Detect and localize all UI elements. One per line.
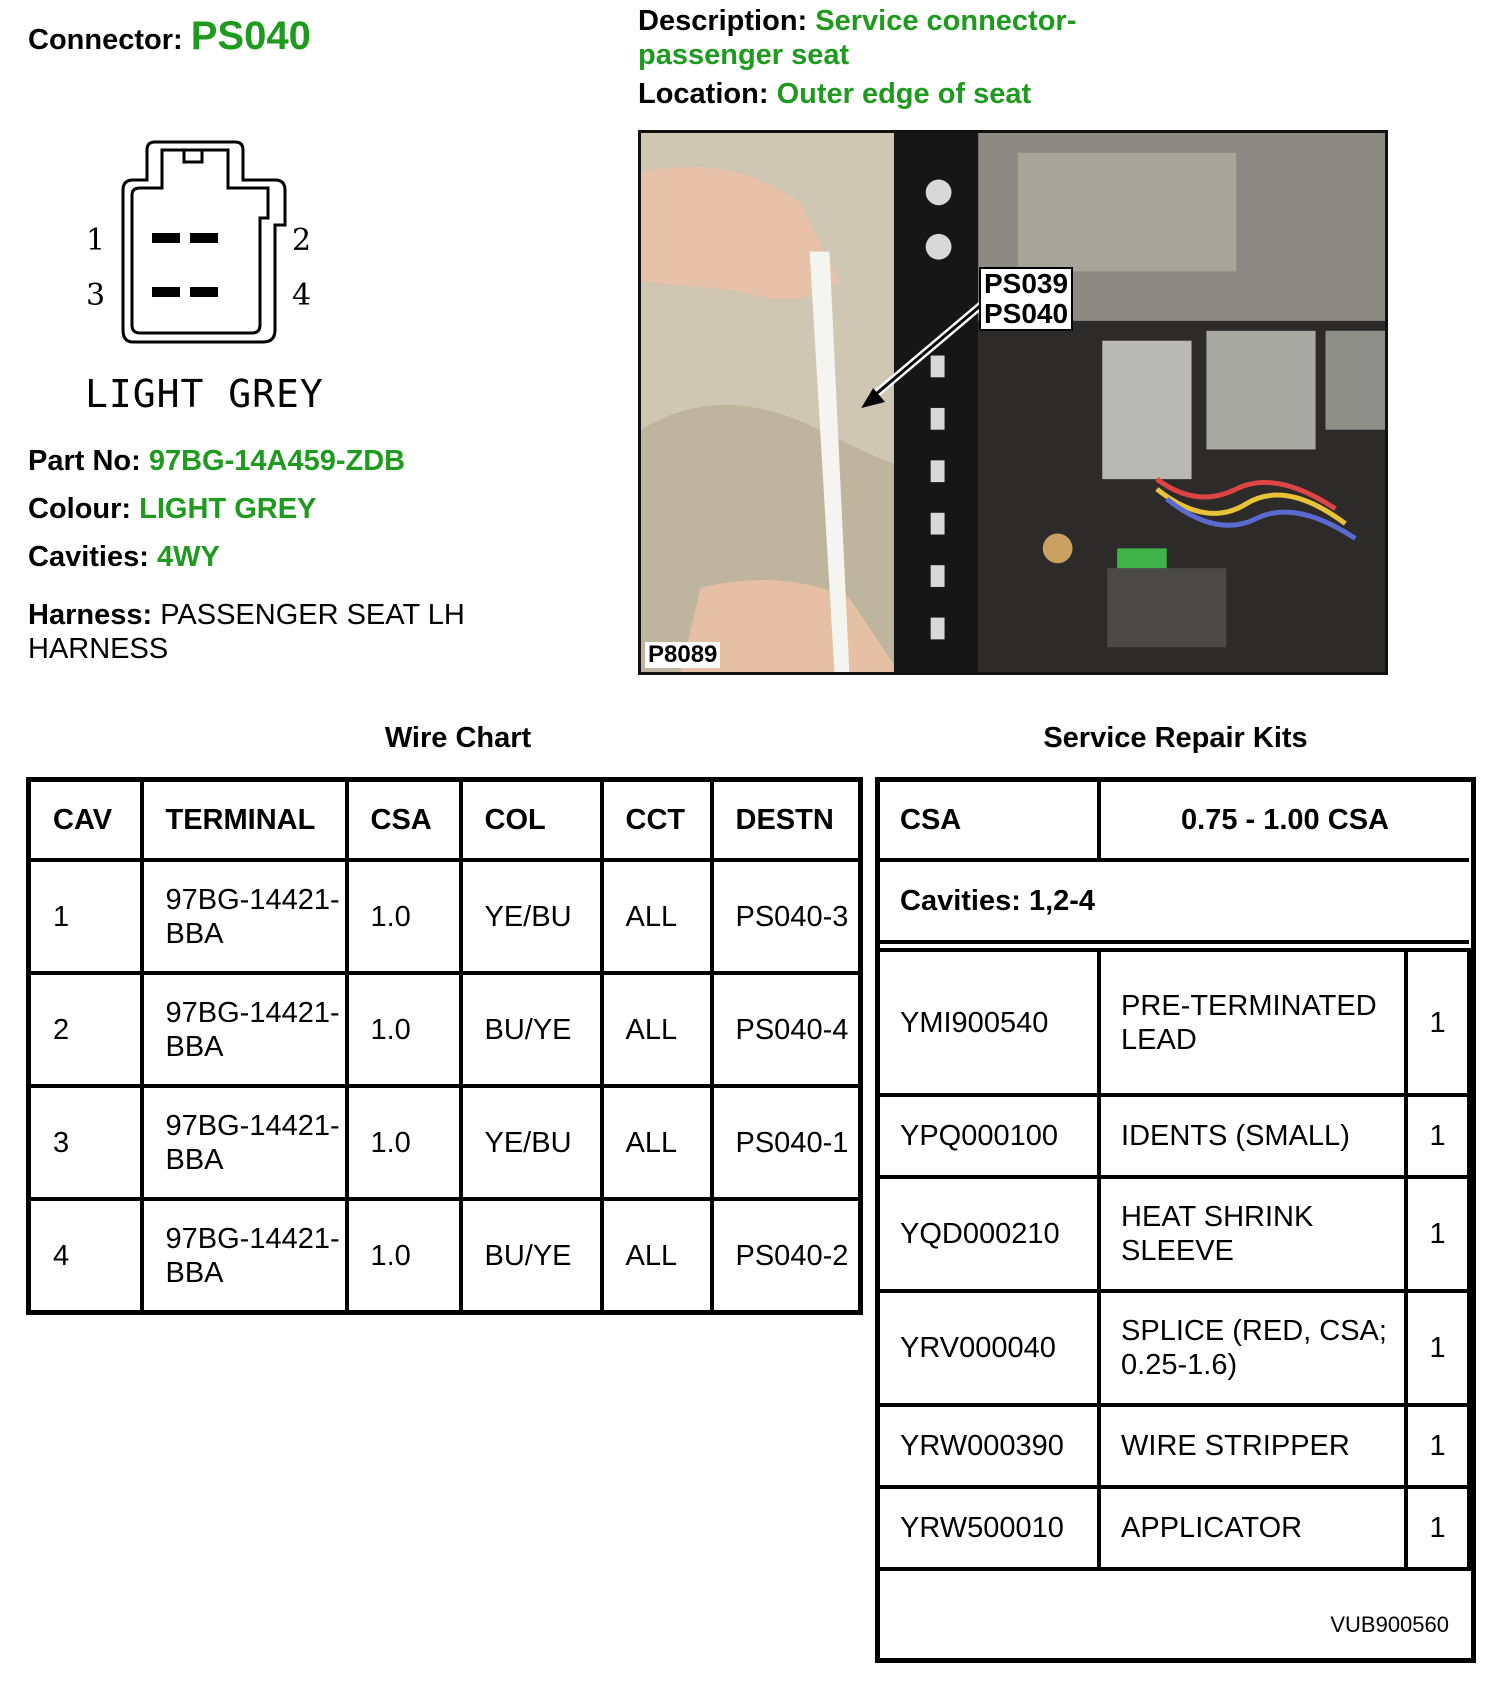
cell-cav: 3 [29,1086,142,1199]
kit-code: YRV000040 [880,1291,1099,1405]
table-row [29,1086,861,1199]
kit-code: YPQ000100 [880,1095,1099,1177]
table-row [29,973,861,1086]
pinout-colour-label: LIGHT GREY [85,372,324,416]
kit-code: YRW000390 [880,1405,1099,1487]
kit-description: PRE-TERMINATED LEAD [1099,950,1406,1095]
header-cct: CCT [602,780,712,861]
description-value: Service connector-passenger seat [638,5,1077,71]
colour-label: Colour: [28,493,132,525]
cell-col: BU/YE [461,973,602,1086]
harness-value: PASSENGER SEAT LH HARNESS [28,599,465,665]
cell-col: YE/BU [461,1086,602,1199]
pin-label-2: 2 [292,223,312,258]
table-row [880,1177,1469,1291]
cell-terminal: 97BG-14421-BBA [142,1199,347,1313]
colour-value: LIGHT GREY [139,493,317,525]
description [638,4,1198,72]
repair-kits-box [875,777,1476,1663]
cell-col: BU/YE [461,1199,602,1313]
location-value: Outer edge of seat [776,78,1032,110]
kit-code: YRW500010 [880,1487,1099,1569]
cell-col: YE/BU [461,860,602,973]
cell-destn: PS040-4 [712,973,861,1086]
kit-description: APPLICATOR [1099,1487,1406,1569]
cell-csa: 1.0 [347,973,461,1086]
kits-divider [880,942,1469,950]
cell-destn: PS040-2 [712,1199,861,1313]
table-row [29,1199,861,1313]
repair-kits-table [880,782,1471,1571]
kits-cavities: Cavities: 1,2-4 [880,860,1469,942]
wire-chart-title: Wire Chart [384,722,532,754]
table-row [880,1487,1469,1569]
cell-csa: 1.0 [347,1199,461,1313]
kit-description: HEAT SHRINK SLEEVE [1099,1177,1406,1291]
cell-cav: 2 [29,973,142,1086]
header-cav: CAV [29,780,142,861]
cell-cav: 1 [29,860,142,973]
kits-footer-code: VUB900560 [1330,1612,1449,1637]
kit-quantity: 1 [1406,1095,1469,1177]
header-csa: CSA [347,780,461,861]
harness-label: Harness: [28,599,153,631]
part-number-value: 97BG-14A459-ZDB [148,445,406,477]
header-col: COL [461,780,602,861]
part-number-label: Part No: [28,445,141,477]
wire-chart-header-row [29,780,861,861]
cell-cav: 4 [29,1199,142,1313]
kits-csa-value: 0.75 - 1.00 CSA [1099,782,1469,860]
part-number [28,445,405,478]
kit-description: IDENTS (SMALL) [1099,1095,1406,1177]
cell-destn: PS040-1 [712,1086,861,1199]
photo-illustration [641,133,1385,672]
cell-destn: PS040-3 [712,860,861,973]
connector-heading [28,14,311,59]
photo-callout-ps040-text: PS040 [984,298,1069,329]
kit-description: WIRE STRIPPER [1099,1405,1406,1487]
kit-code: YQD000210 [880,1177,1099,1291]
table-row [29,860,861,973]
cell-terminal: 97BG-14421-BBA [142,1086,347,1199]
kit-code: YMI900540 [880,950,1099,1095]
cavities-value: 4WY [156,541,220,573]
description-label: Description: [638,5,808,37]
photo-callout-ps039 [979,267,1073,331]
kit-quantity: 1 [1406,950,1469,1095]
cell-csa: 1.0 [347,1086,461,1199]
kits-header-row [880,782,1469,860]
cell-cct: ALL [602,1199,712,1313]
cell-terminal: 97BG-14421-BBA [142,860,347,973]
table-row [880,1095,1469,1177]
kit-quantity: 1 [1406,1405,1469,1487]
cell-csa: 1.0 [347,860,461,973]
photo-callout-ps039-text: PS039 [984,268,1069,299]
wire-chart-table [26,777,863,1315]
repair-kits-title: Service Repair Kits [1043,722,1308,754]
cell-cct: ALL [602,973,712,1086]
header-destn: DESTN [712,780,861,861]
kit-quantity: 1 [1406,1291,1469,1405]
kits-cavities-row [880,860,1469,942]
location [638,78,1031,111]
pin-label-1: 1 [86,223,106,258]
header-terminal: TERMINAL [142,780,347,861]
table-row [880,1291,1469,1405]
cell-cct: ALL [602,1086,712,1199]
cavities-label: Cavities: [28,541,149,573]
colour [28,493,316,526]
kit-quantity: 1 [1406,1487,1469,1569]
table-row [880,1405,1469,1487]
kits-csa-label: CSA [880,782,1099,860]
photo-reference-code: P8089 [645,642,720,668]
location-photo [638,130,1388,675]
cavities [28,541,220,574]
cell-terminal: 97BG-14421-BBA [142,973,347,1086]
kit-description: SPLICE (RED, CSA; 0.25-1.6) [1099,1291,1406,1405]
pin-label-3: 3 [86,278,106,313]
table-row [880,950,1469,1095]
cell-cct: ALL [602,860,712,973]
kit-quantity: 1 [1406,1177,1469,1291]
connector-value: PS040 [190,14,311,58]
harness [28,598,498,666]
connector-label: Connector: [28,24,183,56]
pin-label-4: 4 [292,278,312,313]
location-label: Location: [638,78,769,110]
